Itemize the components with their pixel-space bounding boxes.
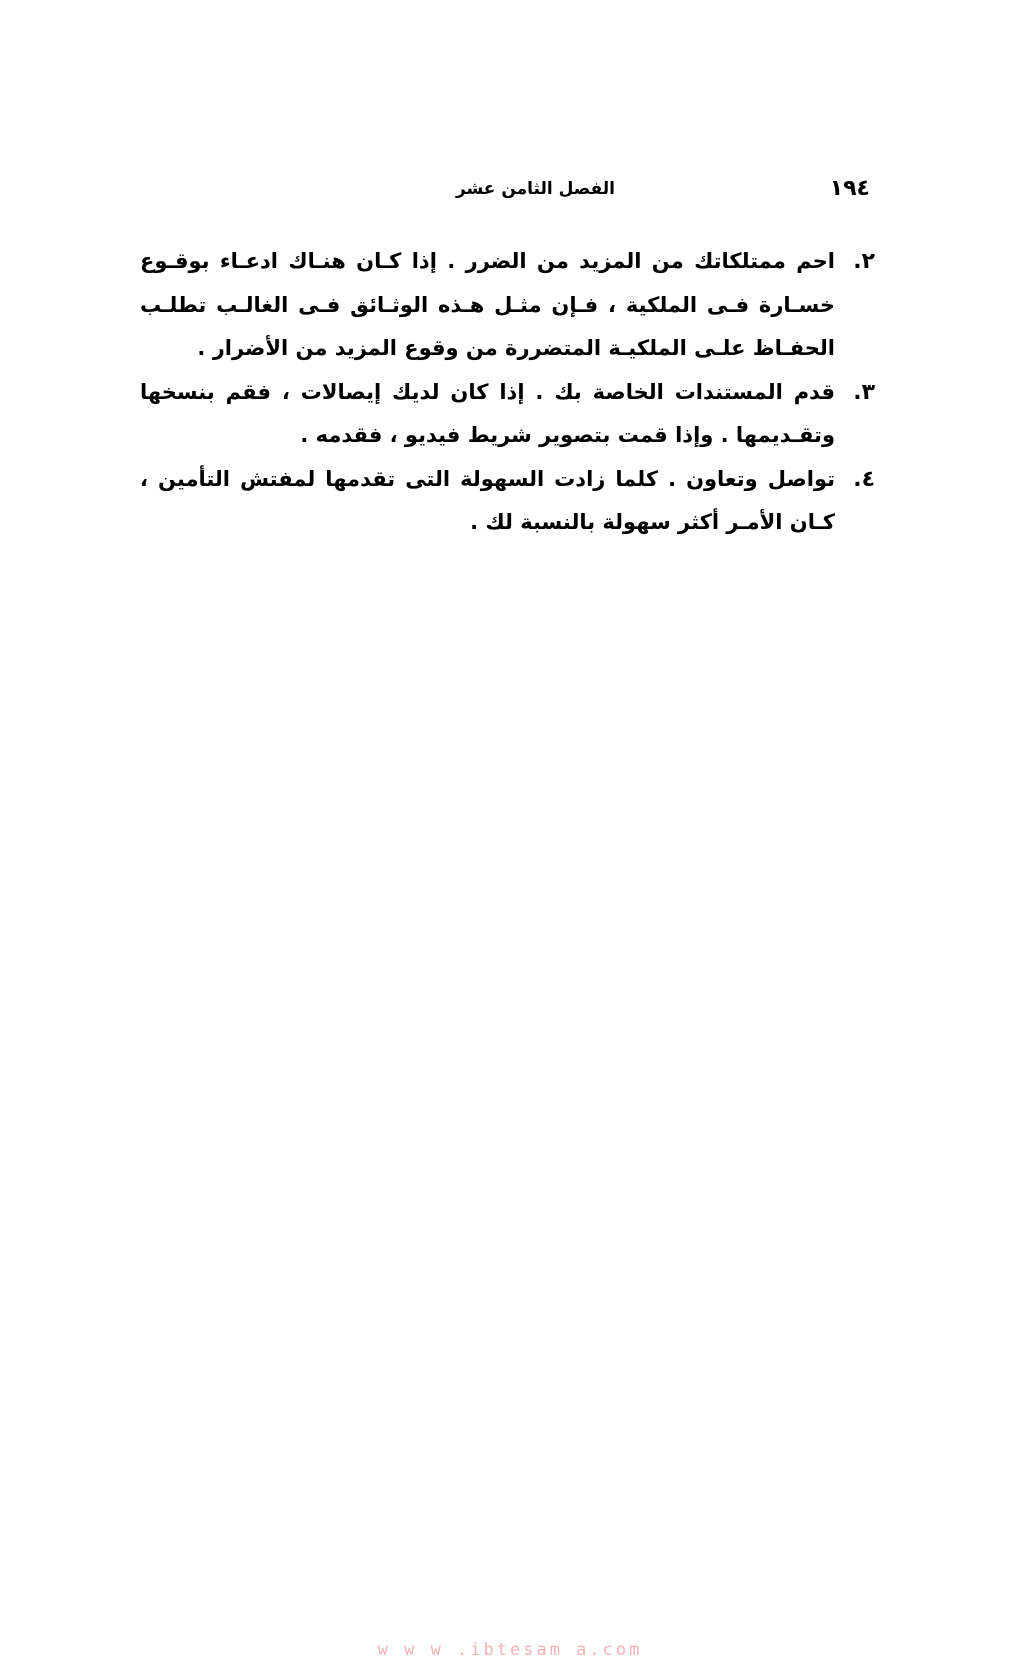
item-text: احم ممتلكاتك من المزيد من الضرر . إذا كـان هنـاك ادعـاء بوقـوع خسـارة فـى الملكية ، فـإن مثـل هـذه الوثـائق فـى الغالـب تطلـب الحفـاظ علـى الملكيـة المتضررة من وقوع المزيد من الأضرار .	[140, 249, 835, 360]
numbered-list	[140, 240, 875, 545]
item-number: ٤.	[853, 466, 875, 492]
chapter-title: الفصل الثامن عشر	[455, 179, 615, 199]
page-number: ١٩٤	[829, 176, 870, 201]
list-item-2	[140, 240, 875, 371]
running-head	[140, 176, 870, 206]
item-number: ٢.	[853, 249, 875, 274]
item-text: قدم المستندات الخاصة بك . إذا كان لديك إيصالات ، فقم بنسخها وتقـديمها . وإذا قمت بتصوير شريط فيديو ، فقدمه .	[140, 379, 835, 447]
list-item-3	[140, 371, 875, 458]
watermark: w w w .ibtesam a.com	[377, 1640, 643, 1660]
item-text: تواصل وتعاون . كلما زادت السهولة التى تقدمها لمفتش التأمين ، كـان الأمـر أكثر سهولة بالنسبة لك .	[140, 466, 835, 534]
list-item-4	[140, 458, 875, 545]
item-number: ٣.	[853, 379, 875, 405]
